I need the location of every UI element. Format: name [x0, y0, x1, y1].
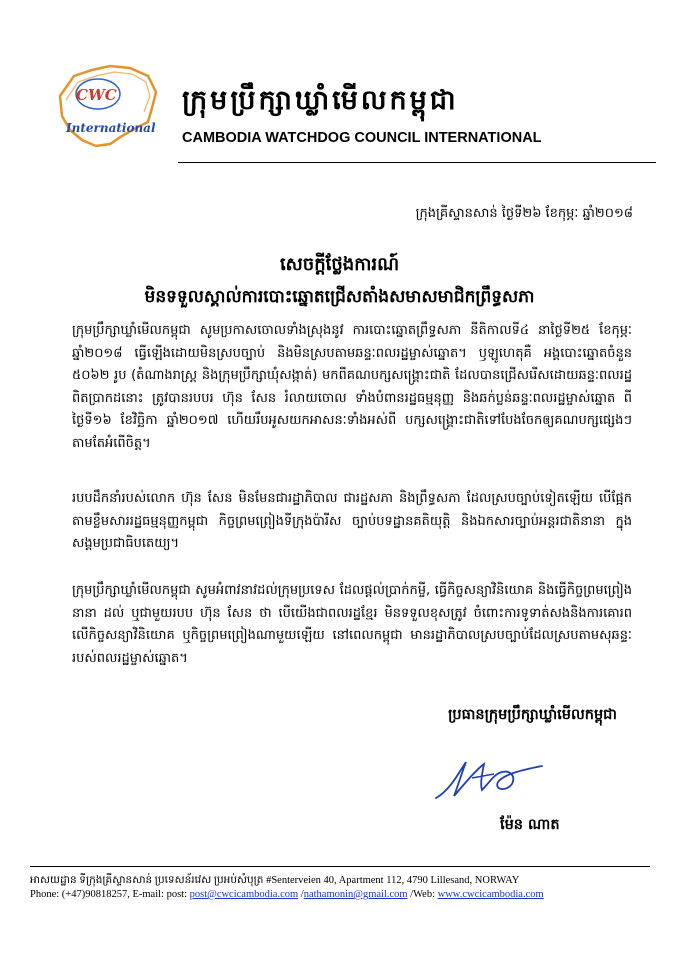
web-label: /Web:: [410, 889, 436, 900]
email-link-primary[interactable]: post@cwcicambodia.com: [189, 889, 299, 900]
cwc-logo: [52, 56, 160, 152]
org-name-khmer: ក្រុមប្រឹក្សាឃ្លាំមើលកម្ពុជា: [182, 85, 459, 116]
svg-text:International: International: [66, 121, 156, 135]
org-name-english: CAMBODIA WATCHDOG COUNCIL INTERNATIONAL: [182, 130, 542, 146]
letter-date: ក្រុងគ្រីស្ទានសាន់ ថ្ងៃទី២៦ ខែកុម្ភៈ ឆ្នាំ២០១៨: [415, 206, 633, 221]
body-paragraph: របបដឹកនាំរបស់លោក ហ៊ុន សែន មិនមែនជារដ្ឋាភិបាល ជារដ្ឋសភា និងព្រឹទ្ធសភា ដែលស្របច្បាប់ទៀតឡើយ បើផ្អែកតាមខ្លឹមសាររដ្ឋធម្មនុញ្ញកម្ពុជា កិច្ចព្រមព្រៀងទីក្រុងប៉ារីស ច្បាប់បទដ្ឋានគតិយុត្តិ និងឯកសារច្បាប់អន្តរជាតិនានា ក្នុងសង្គមប្រជាធិបតេយ្យ។: [72, 491, 632, 551]
footer-divider: [30, 866, 650, 867]
logo-text: CWC: [76, 86, 117, 104]
footer-contact: Phone: (+47)90818257, E-mail: post: post@cwcicambodia.com /nathamonin@gmail.com /Web: www.cwcicambodia.com: [30, 889, 544, 900]
phone-label: Phone:: [30, 889, 60, 900]
website-link[interactable]: www.cwcicambodia.com: [437, 889, 544, 900]
body-paragraph: ក្រុមប្រឹក្សាឃ្លាំមើលកម្ពុជា សូមប្រកាសចោលទាំងស្រុងនូវ ការបោះឆ្នោតព្រឹទ្ធសភា នីតិកាលទី៤ នាថ្ងៃទី២៥ ខែកុម្ភៈ ឆ្នាំ២០១៨ ធ្វើឡើងដោយមិនស្របច្បាប់ និងមិនស្របតាមឆន្ទៈពលរដ្ឋម្ចាស់ឆ្នោត។ ឫឡូហេតុគឺ អង្គបោះឆ្នោតចំនួន ៥០៦២ រូប (តំណាងរាស្ត្រ និងក្រុមប្រឹក្សាឃុំសង្កាត់) មកពីគណបក្សសង្គ្រោះជាតិ ដែលបានជ្រើសរើសដោយឆន្ទៈពលរដ្ឋពិតប្រាកដនោះ ត្រូវបានរបបរ ហ៊ុន សែន រំលាយចោល ទាំងបំពានរដ្ឋធម្មនុញ្ញ និងឆក់ប្លន់ឆន្ទៈពលរដ្ឋម្ចាស់ឆ្នោត ពីថ្ងៃទី១៦ ខែវិច្ឆិកា ឆ្នាំ២០១៧ ហើយរឹបអូសយកអាសនៈទាំងអស់ពី បក្សសង្គ្រោះជាតិទៅបែងចែកឲ្យគណបក្សផ្សេងៗ តាមតែអំពើចិត្ត។: [72, 323, 632, 451]
email-link-secondary[interactable]: nathamonin@gmail.com: [303, 889, 408, 900]
body-paragraph: ក្រុមប្រឹក្សាឃ្លាំមើលកម្ពុជា សូមអំពាវនាវដល់ក្រុមប្រទេស ដែលផ្តល់ប្រាក់កម្ចី, ធ្វើកិច្ចសន្យាវិនិយោគ និងធ្វើកិច្ចព្រមព្រៀងនានា ដល់ ឬជាមួយរបប ហ៊ុន សែន ថា បើយើងជាពលរដ្ឋខ្មែរ មិនទទួលខុសត្រូវ ចំពោះការទូទាត់សងនិងការគោរពលើកិច្ចសន្យាវិនិយោគ ឬកិច្ចព្រមព្រៀងណាមួយឡើយ នៅពេលកម្ពុជា មានរដ្ឋាភិបាលស្របច្បាប់ដែលស្របតាមសុឆន្ទៈរបស់ពលរដ្ឋម្ចាស់ឆ្នោត។: [72, 583, 632, 666]
signatory-title: ប្រធានក្រុមប្រឹក្សាឃ្លាំមើលកម្ពុជា: [448, 707, 617, 723]
address-khmer: អាសយដ្ឋាន ទីក្រុងគ្រីស្ទានសាន់ ប្រទេសន័រវេស ប្រអប់សំបុត្រ: [30, 875, 264, 886]
email-label: E-mail: post:: [132, 889, 188, 900]
handwritten-signature: [432, 752, 550, 804]
footer-address: [30, 874, 660, 889]
header-divider: [178, 162, 656, 163]
phone-number: (+47)90818257,: [61, 889, 130, 900]
document-subtitle: មិនទទួលស្គាល់ការបោះឆ្នោតជ្រើសតាំងសមាសមាជិកព្រឹទ្ធសភា: [144, 287, 535, 307]
signatory-name: ម៉ែន ណាត: [500, 817, 560, 833]
address-english: #Senterveien 40, Apartment 112, 4790 Lillesand, NORWAY: [266, 875, 520, 886]
document-title: សេចក្ដីថ្លែងការណ៍: [279, 254, 400, 275]
